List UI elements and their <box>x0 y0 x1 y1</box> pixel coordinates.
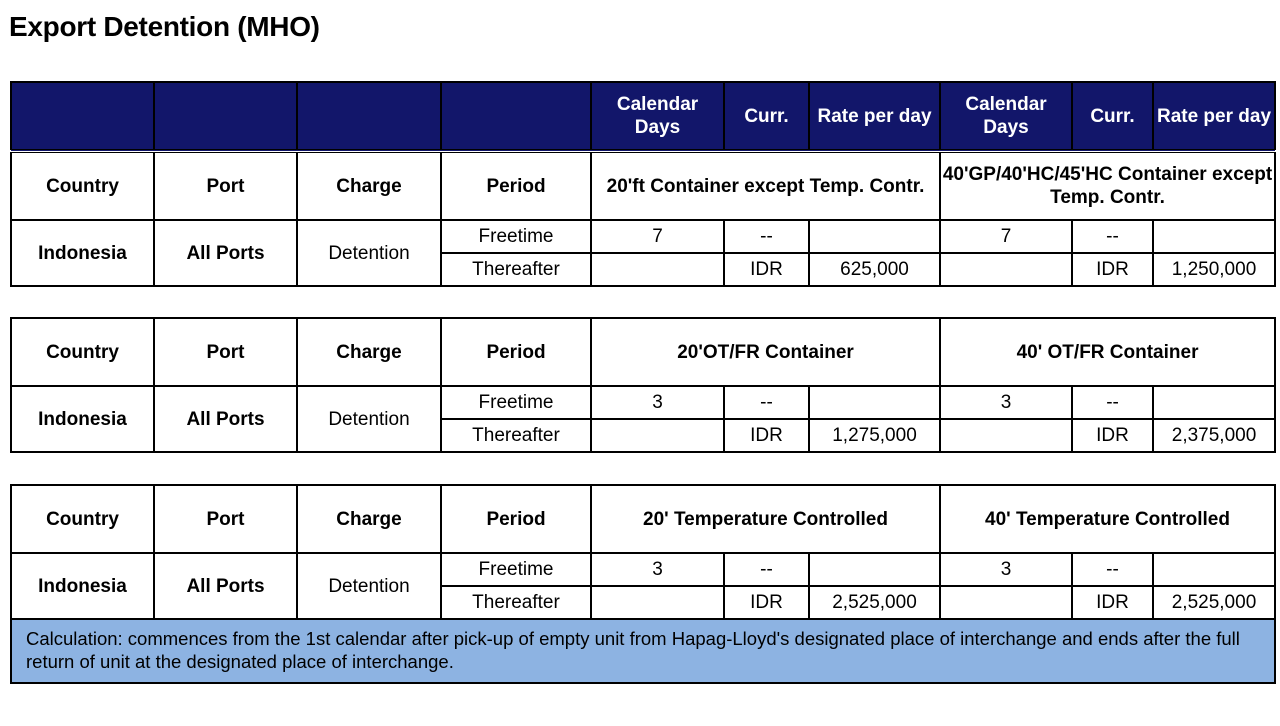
country-cell: Indonesia <box>11 553 154 619</box>
charge-cell: Detention <box>297 386 441 452</box>
a-curr-cell: -- <box>724 386 809 419</box>
header-currency: Curr. <box>1072 82 1153 151</box>
group-b-title: 40' Temperature Controlled <box>940 485 1275 553</box>
label-period: Period <box>441 485 591 553</box>
a-days-cell <box>591 253 724 286</box>
port-cell: All Ports <box>154 386 297 452</box>
label-period: Period <box>441 151 591 220</box>
calculation-note: Calculation: commences from the 1st calendar after pick-up of empty unit from Hapag-Lloyd's designated place of interchange and ends after the full return of unit at the designated place of interchange. <box>11 619 1275 683</box>
a-rate-cell <box>809 386 940 419</box>
a-rate-cell: 1,275,000 <box>809 419 940 452</box>
a-rate-cell <box>809 220 940 253</box>
port-cell: All Ports <box>154 553 297 619</box>
a-curr-cell: -- <box>724 553 809 586</box>
group-a-title: 20'ft Container except Temp. Contr. <box>591 151 940 220</box>
b-curr-cell: -- <box>1072 220 1153 253</box>
period-cell: Thereafter <box>441 419 591 452</box>
group-a-title: 20' Temperature Controlled <box>591 485 940 553</box>
table-row-freetime <box>11 386 1275 419</box>
header-blank <box>11 82 154 151</box>
a-curr-cell: IDR <box>724 419 809 452</box>
b-days-cell <box>940 586 1072 619</box>
b-curr-cell: -- <box>1072 386 1153 419</box>
country-cell: Indonesia <box>11 386 154 452</box>
b-rate-cell <box>1153 220 1275 253</box>
label-charge: Charge <box>297 485 441 553</box>
page-title: Export Detention (MHO) <box>9 11 320 42</box>
b-days-cell: 7 <box>940 220 1072 253</box>
header-calendar-days: Calendar Days <box>940 82 1072 151</box>
charge-cell: Detention <box>297 553 441 619</box>
period-cell: Thereafter <box>441 253 591 286</box>
header-calendar-days: Calendar Days <box>591 82 724 151</box>
b-rate-cell: 2,375,000 <box>1153 419 1275 452</box>
b-days-cell: 3 <box>940 386 1072 419</box>
header-blank <box>441 82 591 151</box>
label-country: Country <box>11 485 154 553</box>
b-curr-cell: -- <box>1072 553 1153 586</box>
label-port: Port <box>154 318 297 386</box>
group-header-row <box>11 485 1275 553</box>
b-rate-cell: 2,525,000 <box>1153 586 1275 619</box>
label-port: Port <box>154 485 297 553</box>
period-cell: Thereafter <box>441 586 591 619</box>
table-row-freetime <box>11 220 1275 253</box>
header-blank <box>297 82 441 151</box>
header-currency: Curr. <box>724 82 809 151</box>
period-cell: Freetime <box>441 220 591 253</box>
b-curr-cell: IDR <box>1072 419 1153 452</box>
label-country: Country <box>11 318 154 386</box>
b-days-cell <box>940 419 1072 452</box>
b-rate-cell <box>1153 386 1275 419</box>
detention-table-ot-fr <box>10 317 1276 453</box>
b-rate-cell <box>1153 553 1275 586</box>
group-b-title: 40' OT/FR Container <box>940 318 1275 386</box>
label-charge: Charge <box>297 151 441 220</box>
detention-table-temperature-controlled <box>10 484 1276 684</box>
label-charge: Charge <box>297 318 441 386</box>
group-header-row <box>11 151 1275 220</box>
group-header-row <box>11 318 1275 386</box>
a-rate-cell: 2,525,000 <box>809 586 940 619</box>
charge-cell: Detention <box>297 220 441 286</box>
a-curr-cell: IDR <box>724 586 809 619</box>
a-days-cell <box>591 586 724 619</box>
period-cell: Freetime <box>441 386 591 419</box>
a-curr-cell: IDR <box>724 253 809 286</box>
period-cell: Freetime <box>441 553 591 586</box>
column-header-row <box>11 82 1275 151</box>
a-curr-cell: -- <box>724 220 809 253</box>
a-days-cell <box>591 419 724 452</box>
calculation-note-row <box>11 619 1275 683</box>
a-days-cell: 3 <box>591 553 724 586</box>
label-period: Period <box>441 318 591 386</box>
a-rate-cell: 625,000 <box>809 253 940 286</box>
a-days-cell: 3 <box>591 386 724 419</box>
b-days-cell: 3 <box>940 553 1072 586</box>
label-port: Port <box>154 151 297 220</box>
header-blank <box>154 82 297 151</box>
table-row-freetime <box>11 553 1275 586</box>
b-days-cell <box>940 253 1072 286</box>
a-days-cell: 7 <box>591 220 724 253</box>
b-curr-cell: IDR <box>1072 586 1153 619</box>
group-a-title: 20'OT/FR Container <box>591 318 940 386</box>
label-country: Country <box>11 151 154 220</box>
a-rate-cell <box>809 553 940 586</box>
header-rate-per-day: Rate per day <box>809 82 940 151</box>
b-curr-cell: IDR <box>1072 253 1153 286</box>
header-rate-per-day: Rate per day <box>1153 82 1275 151</box>
port-cell: All Ports <box>154 220 297 286</box>
b-rate-cell: 1,250,000 <box>1153 253 1275 286</box>
group-b-title: 40'GP/40'HC/45'HC Container except Temp. Contr. <box>940 151 1275 220</box>
country-cell: Indonesia <box>11 220 154 286</box>
detention-table-standard <box>10 81 1276 287</box>
